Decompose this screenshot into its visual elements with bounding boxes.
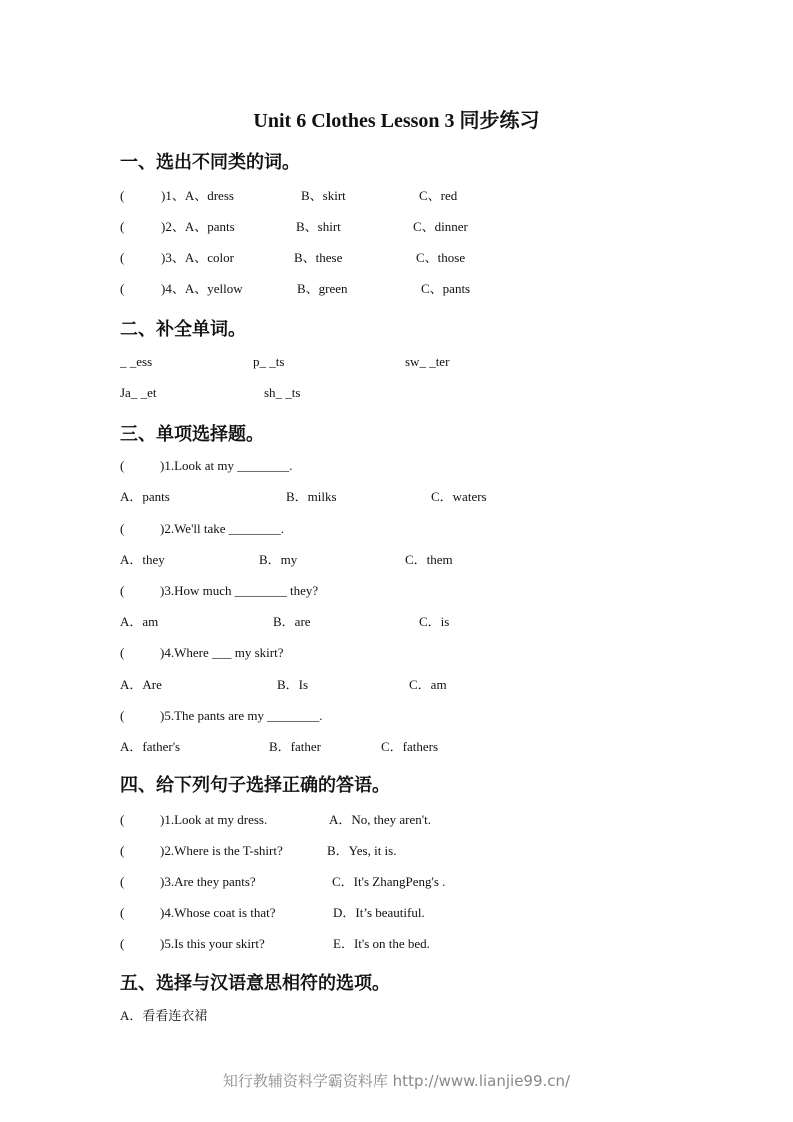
- answer-option: A．No, they aren't.: [329, 812, 431, 827]
- answer-paren: (: [120, 645, 125, 660]
- answer-paren: (: [120, 250, 125, 265]
- question: )4.Where ___ my skirt?: [160, 645, 284, 660]
- option-b: B．milks: [286, 489, 337, 504]
- question: )3、A、color: [161, 250, 234, 265]
- option-b: B、these: [294, 250, 343, 265]
- option-b: B．father: [269, 739, 321, 754]
- page-title: Unit 6 Clothes Lesson 3 同步练习: [253, 110, 540, 132]
- answer-paren: (: [120, 188, 125, 203]
- option-c: C．waters: [431, 489, 487, 504]
- section-heading-5: 五、选择与汉语意思相符的选项。: [120, 973, 390, 994]
- question: )1.Look at my ________.: [160, 458, 293, 473]
- option-a: A．am: [120, 614, 159, 629]
- option-b: B、green: [297, 281, 348, 296]
- option-a: A．看看连衣裙: [120, 1008, 208, 1023]
- answer-option: E．It's on the bed.: [333, 936, 430, 951]
- option-c: C、dinner: [413, 219, 468, 234]
- answer-paren: (: [120, 583, 125, 598]
- question: )5.The pants are my ________.: [160, 708, 323, 723]
- section-heading-2: 二、补全单词。: [120, 319, 246, 340]
- answer-paren: (: [120, 905, 125, 920]
- option-c: C、those: [416, 250, 466, 265]
- option-b: B．Is: [277, 677, 309, 692]
- question: )1.Look at my dress.: [160, 812, 268, 827]
- option-c: C．them: [405, 552, 453, 567]
- option-b: B．my: [259, 552, 298, 567]
- option-a: A．they: [120, 552, 165, 567]
- question: )4.Whose coat is that?: [160, 905, 276, 920]
- question: )5.Is this your skirt?: [160, 936, 265, 951]
- option-a: A．pants: [120, 489, 170, 504]
- option-c: C、pants: [421, 281, 471, 296]
- answer-paren: (: [120, 843, 125, 858]
- question: )2.We'll take ________.: [160, 521, 285, 536]
- option-c: C．is: [419, 614, 450, 629]
- answer-paren: (: [120, 458, 125, 473]
- option-b: B、skirt: [301, 188, 346, 203]
- word-blank: _ _ess: [120, 354, 153, 369]
- question: )1、A、dress: [161, 188, 234, 203]
- question: )4、A、yellow: [161, 281, 243, 296]
- option-c: C．am: [409, 677, 447, 692]
- answer-paren: (: [120, 874, 125, 889]
- word-blank: p_ _ts: [253, 354, 285, 369]
- answer-paren: (: [120, 708, 125, 723]
- footer-watermark: 知行教辅资料学霸资料库 http://www.lianjie99.cn/: [222, 1072, 571, 1090]
- option-c: C、red: [419, 188, 458, 203]
- option-a: A．Are: [120, 677, 162, 692]
- question: )3.How much ________ they?: [160, 583, 319, 598]
- option-c: C．fathers: [381, 739, 439, 754]
- section-heading-1: 一、选出不同类的词。: [120, 152, 300, 173]
- word-blank: sh_ _ts: [264, 385, 301, 400]
- word-blank: Ja_ _et: [120, 385, 157, 400]
- option-b: B．are: [273, 614, 311, 629]
- answer-paren: (: [120, 521, 125, 536]
- answer-option: B．Yes, it is.: [327, 843, 397, 858]
- answer-paren: (: [120, 281, 125, 296]
- question: )2.Where is the T-shirt?: [160, 843, 283, 858]
- question: )2、A、pants: [161, 219, 235, 234]
- answer-paren: (: [120, 936, 125, 951]
- answer-option: D．It’s beautiful.: [333, 905, 425, 920]
- word-blank: sw_ _ter: [405, 354, 450, 369]
- answer-option: C．It's ZhangPeng's .: [332, 874, 446, 889]
- section-heading-3: 三、单项选择题。: [120, 424, 264, 445]
- answer-paren: (: [120, 219, 125, 234]
- option-a: A．father's: [120, 739, 181, 754]
- option-b: B、shirt: [296, 219, 341, 234]
- answer-paren: (: [120, 812, 125, 827]
- section-heading-4: 四、给下列句子选择正确的答语。: [120, 775, 390, 796]
- question: )3.Are they pants?: [160, 874, 256, 889]
